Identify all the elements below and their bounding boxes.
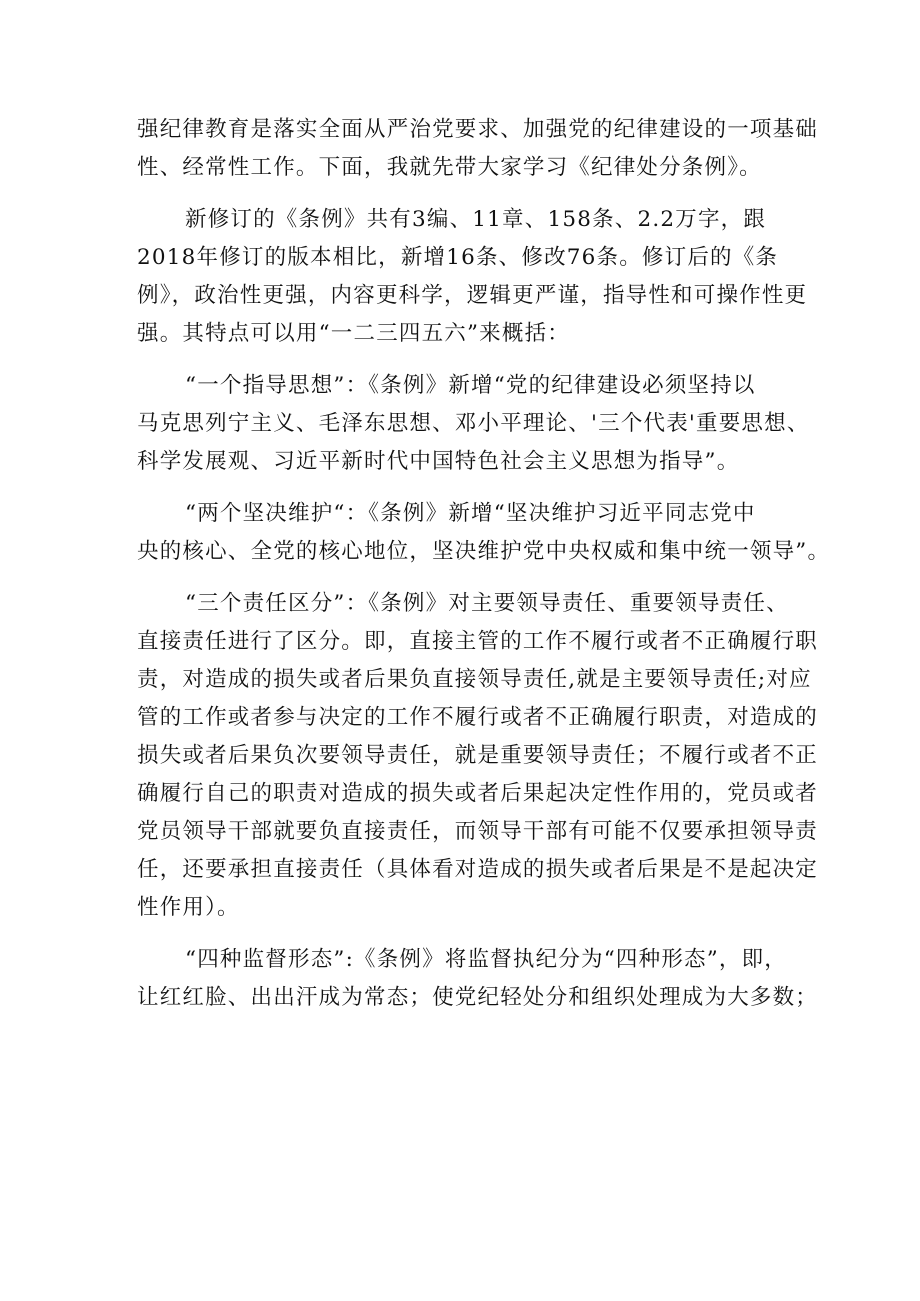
paragraph-1 (137, 111, 819, 187)
text-line: 管的工作或者参与决定的工作不履行或者不正确履行职责，对造成的 (137, 705, 819, 730)
text-line: 2018年修订的版本相比，新增16条、修改76条。修订后的《条 (137, 245, 779, 270)
paragraph-2 (137, 201, 808, 353)
text-line: 确履行自己的职责对造成的损失或者后果起决定性作用的，党员或者 (137, 781, 819, 806)
text-line: 让红红脸、出出汗成为常态；使党纪轻处分和组织处理成为大多数； (137, 985, 819, 1010)
text-line: 党员领导干部就要负直接责任，而领导干部有可能不仅要承担领导责 (137, 819, 819, 844)
text-line: 强。其特点可以用“一二三四五六”来概括： (137, 321, 570, 346)
paragraph-6 (137, 941, 819, 1017)
paragraph-3 (137, 367, 810, 481)
text-line: 马克思列宁主义、毛泽东思想、邓小平理论、'三个代表'重要思想、 (137, 411, 810, 436)
text-line: 直接责任进行了区分。即，直接主管的工作不履行或者不正确履行职 (137, 629, 819, 654)
paragraph-5 (137, 585, 819, 927)
text-line: 例》，政治性更强，内容更科学，逻辑更严谨，指导性和可操作性更 (137, 283, 808, 308)
text-line: 强纪律教育是落实全面从严治党要求、加强党的纪律建设的一项基础 (137, 117, 819, 142)
text-line: “两个坚决维护“：《条例》新增“坚决维护习近平同志党中 (185, 501, 756, 526)
text-line: “一个指导思想”：《条例》新增“党的纪律建设必须坚持以 (185, 373, 756, 398)
text-line: 央的核心、全党的核心地位，坚决维护党中央权威和集中统一领导”。 (137, 539, 831, 564)
text-line: 任，还要承担直接责任（具体看对造成的损失或者后果是不是起决定 (137, 857, 819, 882)
text-line: 责，对造成的损失或者后果负直接领导责任,就是主要领导责任;对应 (137, 667, 812, 692)
text-line: 性、经常性工作。下面，我就先带大家学习《纪律处分条例》。 (137, 155, 762, 180)
text-line: 损失或者后果负次要领导责任，就是重要领导责任；不履行或者不正 (137, 743, 819, 768)
text-line: “三个责任区分”：《条例》对主要领导责任、重要领导责任、 (185, 591, 789, 616)
paragraph-4 (137, 495, 831, 571)
document-body (137, 111, 831, 1017)
text-line: “四种监督形态”:《条例》将监督执纪分为“四种形态”，即， (185, 947, 788, 972)
text-line: 性作用）。 (137, 895, 240, 920)
text-line: 新修订的《条例》共有3编、11章、158条、2.2万字，跟 (185, 207, 767, 232)
text-line: 科学发展观、习近平新时代中国特色社会主义思想为指导”。 (137, 449, 740, 474)
